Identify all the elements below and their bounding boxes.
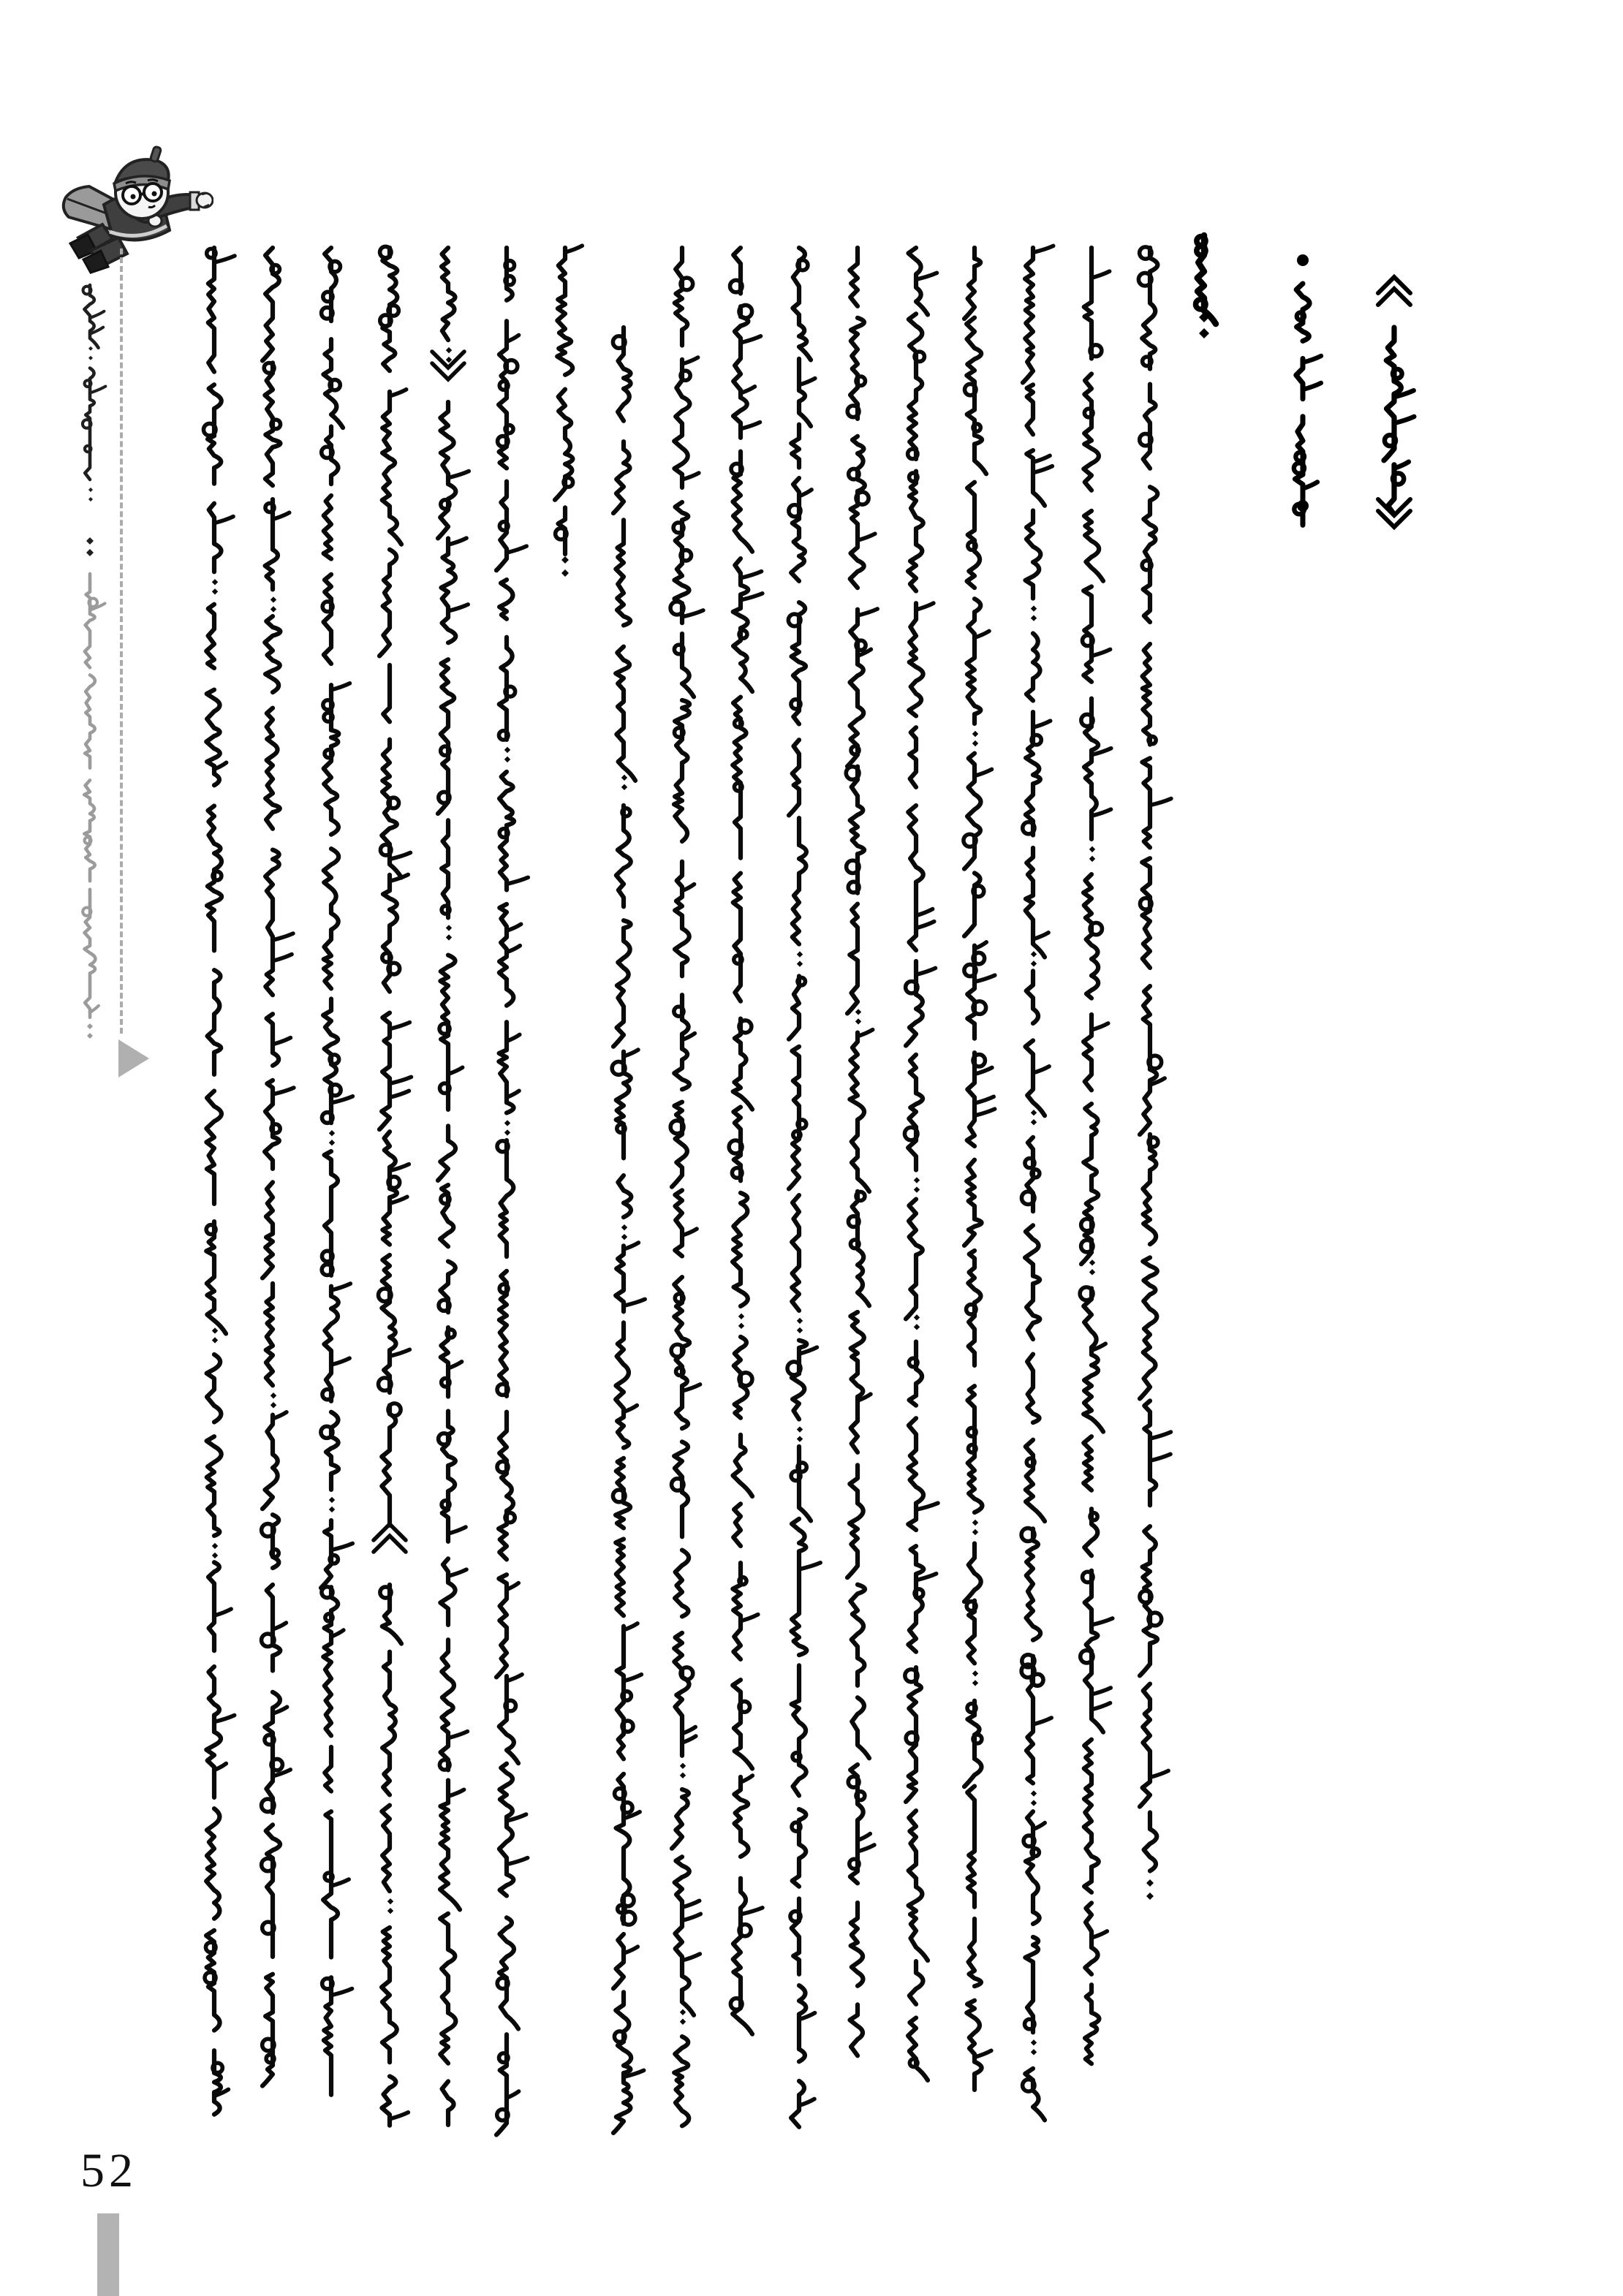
body-text-column-14 <box>964 248 995 2090</box>
body-text-column-2 <box>262 248 294 2086</box>
body-text-column-12 <box>846 248 877 2056</box>
inline-quote-mark-close <box>432 352 464 379</box>
body-text-column-15 <box>1021 246 1053 2120</box>
body-text-column-4 <box>379 246 412 2125</box>
inline-quote-mark-open <box>374 1524 406 1552</box>
sidebar-trailing-mark <box>87 1023 93 1039</box>
footer-accent-bar <box>97 2213 119 2296</box>
body-text-column-8 <box>612 327 645 2133</box>
body-text-column-1 <box>203 248 235 2115</box>
body-text-column-3 <box>321 248 353 2095</box>
body-text-column-10 <box>729 248 763 2034</box>
body-text-column-5 <box>438 248 469 2125</box>
source-title-line <box>1378 277 1414 527</box>
sidebar-caption-black-label <box>83 285 105 501</box>
body-text-column-9 <box>670 248 703 2126</box>
sidebar-colon-mark <box>86 537 94 556</box>
body-text-column-11 <box>787 248 820 2127</box>
body-text-column-13 <box>904 248 938 2080</box>
body-text-column-6 <box>496 248 528 2135</box>
page-number: 52 <box>80 2144 137 2197</box>
sidebar-caption-gray-caption <box>83 574 105 1018</box>
body-text-column-7 <box>555 246 582 577</box>
bold-label-line <box>1196 235 1216 338</box>
body-text-column-17 <box>1138 247 1170 1900</box>
section-bullet-line <box>1294 254 1321 525</box>
body-text-column-16 <box>1080 248 1113 2064</box>
